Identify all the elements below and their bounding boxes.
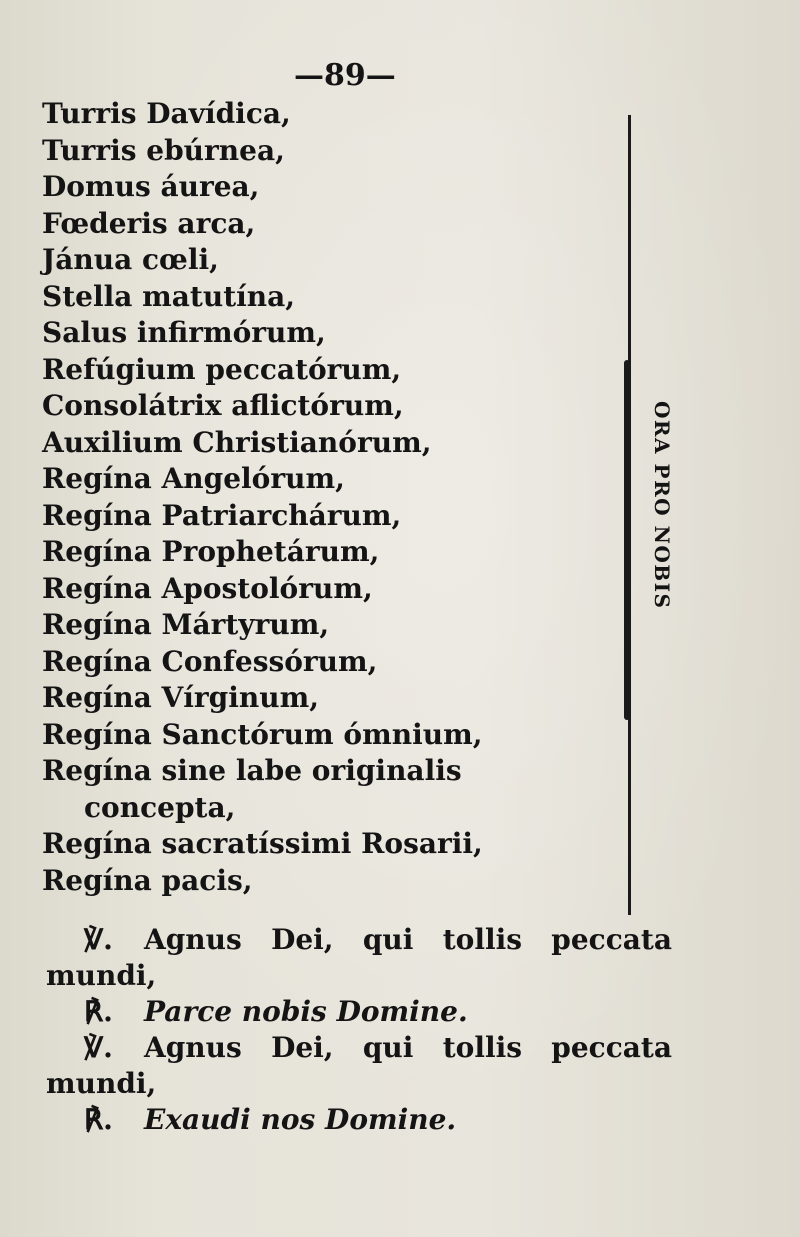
litany-line: Turris Davídica, (42, 97, 291, 130)
litany-line: Regína Confessórum, (42, 644, 378, 678)
litany-line: Regína sine labe originalis (42, 754, 462, 787)
response-bracket-bulge (624, 360, 630, 720)
litany-line: Regína Vírginum, (42, 681, 319, 714)
litany-line-continuation: concepta, (84, 790, 236, 824)
litany-line: Regína Angelórum, (42, 462, 345, 495)
response-line (46, 1102, 672, 1138)
versicle-line (46, 1030, 672, 1066)
response-symbol: ℟. (84, 995, 113, 1028)
response-symbol: ℟. (84, 1103, 113, 1136)
litany-line: Regína Patriarchárum, (42, 498, 402, 532)
litany-line: Refúgium peccatórum, (42, 352, 402, 386)
versicle-text: Agnus Dei, qui tollis peccata (144, 923, 672, 956)
litany-line: Regína Apostolórum, (42, 571, 373, 605)
litany-line: Regína Sanctórum ómnium, (42, 717, 483, 751)
litany-line: Regína sacratíssimi Rosarii, (42, 827, 483, 860)
versicles-block (46, 922, 672, 1138)
response-text: Parce nobis Domine. (144, 995, 468, 1028)
litany-line: Turris ebúrnea, (42, 133, 285, 167)
litany-line: Stella matutína, (42, 279, 296, 313)
litany-line: Regína Mártyrum, (42, 608, 330, 641)
response-label: ORA PRO NOBIS (650, 400, 674, 610)
response-line (46, 994, 672, 1030)
versicle-line (46, 922, 672, 958)
litany-line: Auxilium Christianórum, (42, 425, 432, 459)
page-number: —89— (294, 58, 396, 93)
litany-line: Domus áurea, (42, 170, 260, 203)
versicle-continuation: mundi, (46, 959, 157, 992)
litany-line: Fœderis arca, (42, 206, 256, 240)
versicle-continuation: mundi, (46, 1067, 157, 1100)
litany-line: Jánua cœli, (42, 243, 219, 276)
litany-list (42, 96, 483, 899)
versicle-symbol: ℣. (84, 923, 113, 956)
litany-line: Regína Prophetárum, (42, 535, 380, 568)
litany-line: Consolátrix aflictórum, (42, 389, 404, 422)
litany-line: Salus infirmórum, (42, 316, 326, 349)
response-text: Exaudi nos Domine. (144, 1103, 457, 1136)
versicle-text: Agnus Dei, qui tollis peccata (144, 1031, 672, 1064)
litany-line: Regína pacis, (42, 863, 253, 897)
versicle-symbol: ℣. (84, 1031, 113, 1064)
